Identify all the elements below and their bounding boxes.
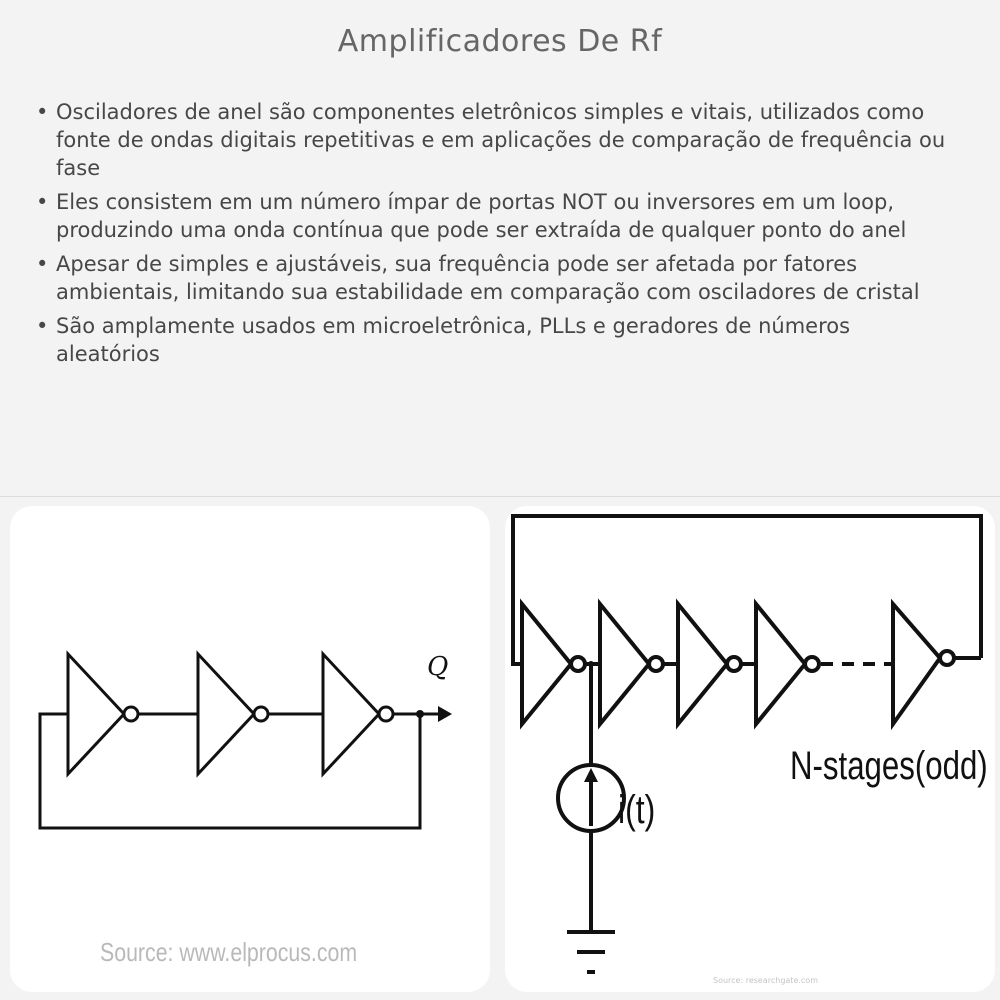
output-arrow bbox=[438, 706, 452, 722]
ring-oscillator-diagram bbox=[10, 506, 490, 992]
inverter-gate bbox=[68, 654, 124, 774]
section-divider bbox=[0, 496, 1000, 497]
output-node bbox=[416, 710, 424, 718]
bullet-item: • Osciladores de anel são componentes eletrônicos simples e vitais, utilizados como fonte de ondas digitais repetitivas e em aplicações de comparação de frequência ou fase bbox=[34, 98, 954, 182]
inverter-bubble bbox=[254, 707, 268, 721]
inverter-gate bbox=[522, 604, 571, 724]
inverter-bubble bbox=[805, 657, 819, 671]
junction-node bbox=[588, 661, 594, 667]
source-caption: Source: www.elprocus.com bbox=[100, 937, 358, 967]
inverter-bubble bbox=[124, 707, 138, 721]
inverter-gate bbox=[600, 604, 649, 724]
inverter-bubble bbox=[940, 651, 954, 665]
inverter-bubble bbox=[649, 657, 663, 671]
inverter-bubble bbox=[571, 657, 585, 671]
source-caption: Source: researchgate.com bbox=[713, 976, 818, 985]
inverter-gate bbox=[678, 604, 727, 724]
inverter-bubble bbox=[379, 707, 393, 721]
output-q-label: Q bbox=[427, 652, 449, 682]
inverter-gate bbox=[756, 604, 805, 724]
page-title: Amplificadores De Rf bbox=[337, 24, 663, 59]
inverter-bubble bbox=[727, 657, 741, 671]
bullet-list bbox=[34, 98, 954, 374]
inverter-gate bbox=[323, 654, 379, 774]
inverter-gate bbox=[198, 654, 254, 774]
inverter-gate bbox=[893, 604, 940, 724]
ring-oscillator-image-left bbox=[10, 506, 490, 992]
n-stages-label: N-stages(odd) bbox=[790, 744, 988, 788]
bullet-item: • São amplamente usados em microeletrônica, PLLs e geradores de números aleatórios bbox=[34, 312, 954, 368]
bullet-item: • Apesar de simples e ajustáveis, sua frequência pode ser afetada por fatores ambientais, limitando sua estabilidade em comparação com osciladores de cristal bbox=[34, 250, 954, 306]
current-label: i(t) bbox=[618, 788, 656, 832]
bullet-item: • Eles consistem em um número ímpar de portas NOT ou inversores em um loop, produzindo uma onda contínua que pode ser extraída de qualquer ponto do anel bbox=[34, 188, 954, 244]
